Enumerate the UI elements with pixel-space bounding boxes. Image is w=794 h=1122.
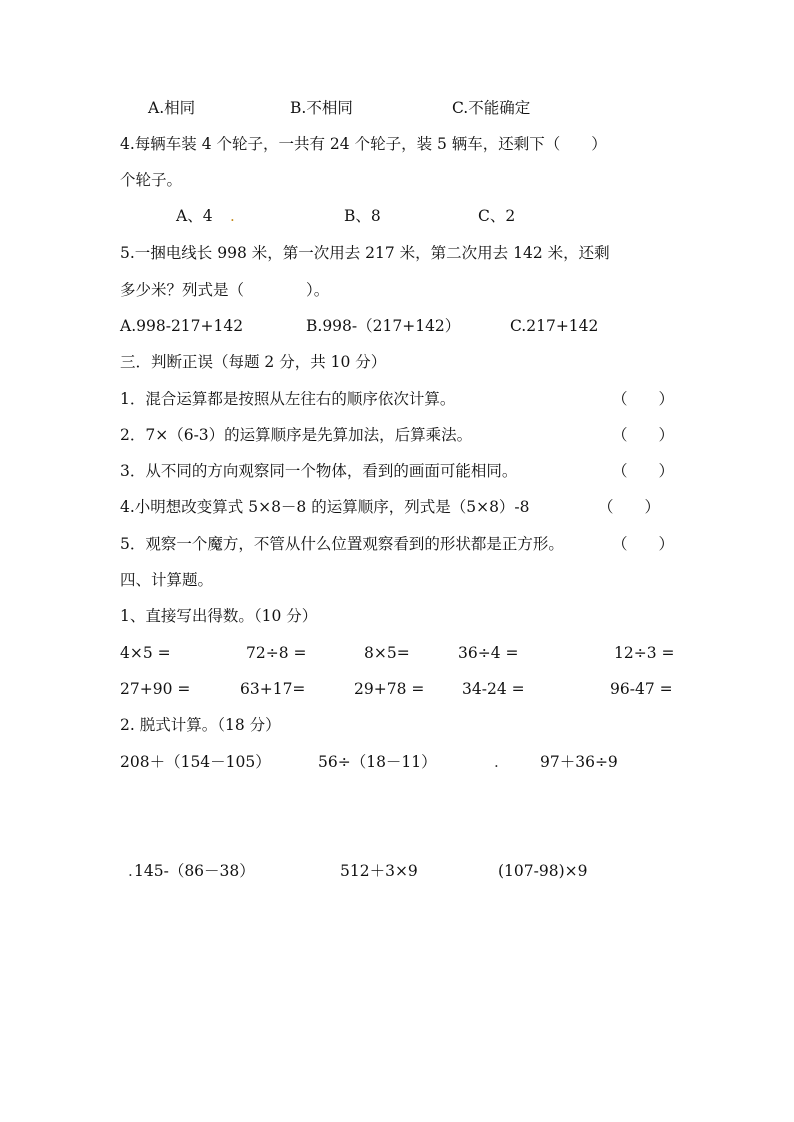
section3-heading: 三．判断正误（每题 2 分，共 10 分）: [120, 353, 387, 371]
step-calc-1: 208＋（154－105）: [120, 753, 271, 771]
stray-dot-mark: .: [494, 753, 499, 771]
mental-calc-2: 72÷8 =: [246, 644, 307, 662]
section4-heading: 四、计算题。: [120, 571, 214, 589]
mental-calc-6: 27+90 =: [120, 680, 191, 698]
step-calc-6: (107-98)×9: [498, 862, 588, 880]
q4-option-b: B、8: [344, 207, 381, 225]
mental-calc-9: 34-24 =: [462, 680, 525, 698]
tf-item-5-text: 5．观察一个魔方，不管从什么位置观察看到的形状都是正方形。: [120, 535, 564, 553]
stray-dot-mark: .: [128, 862, 133, 880]
mental-calc-8: 29+78 =: [354, 680, 425, 698]
tf-item-2-blank[interactable]: （ ）: [612, 426, 675, 444]
step-calc-2: 56÷（18－11）: [318, 753, 437, 771]
tf-item-1-blank[interactable]: （ ）: [612, 390, 675, 408]
step-calc-5: 512＋3×9: [340, 862, 418, 880]
step-calc-4: 145-（86－38）: [134, 862, 255, 880]
mental-calc-1: 4×5 =: [120, 644, 171, 662]
step-calc-3: 97＋36÷9: [540, 753, 618, 771]
tf-item-3-blank[interactable]: （ ）: [612, 462, 675, 480]
q5-option-a: A.998-217+142: [120, 317, 244, 335]
q5-line2: 多少米？列式是（ ）。: [120, 281, 330, 299]
stray-dot-mark: .: [230, 207, 235, 225]
q4-line2: 个轮子。: [120, 171, 183, 189]
calc-part2-heading: 2. 脱式计算。（18 分）: [120, 716, 281, 734]
tf-item-4-blank[interactable]: （ ）: [598, 498, 661, 516]
tf-item-3-text: 3．从不同的方向观察同一个物体，看到的画面可能相同。: [120, 462, 518, 480]
q3-option-c: C.不能确定: [452, 99, 531, 117]
mental-calc-3: 8×5=: [364, 644, 410, 662]
tf-item-2-text: 2．7×（6-3）的运算顺序是先算加法，后算乘法。: [120, 426, 473, 444]
q5-line1: 5.一捆电线长 998 米，第一次用去 217 米，第二次用去 142 米，还剩: [120, 244, 610, 262]
q4-line1: 4.每辆车装 4 个轮子，一共有 24 个轮子，装 5 辆车，还剩下（ ）: [120, 135, 607, 153]
q5-option-b: B.998-（217+142）: [306, 317, 461, 335]
q4-option-a: A、4: [176, 207, 213, 225]
q3-option-a: A.相同: [148, 99, 196, 117]
mental-calc-10: 96-47 =: [610, 680, 673, 698]
q4-option-c: C、2: [478, 207, 516, 225]
q5-option-c: C.217+142: [510, 317, 599, 335]
mental-calc-7: 63+17=: [240, 680, 306, 698]
tf-item-4-text: 4.小明想改变算式 5×8－8 的运算顺序，列式是（5×8）-8: [120, 498, 530, 516]
q3-option-b: B.不相同: [290, 99, 353, 117]
mental-calc-4: 36÷4 =: [458, 644, 519, 662]
mental-calc-5: 12÷3 =: [614, 644, 675, 662]
tf-item-5-blank[interactable]: （ ）: [612, 535, 675, 553]
calc-part1-heading: 1、直接写出得数。（10 分）: [120, 607, 318, 625]
tf-item-1-text: 1．混合运算都是按照从左往右的顺序依次计算。: [120, 390, 456, 408]
